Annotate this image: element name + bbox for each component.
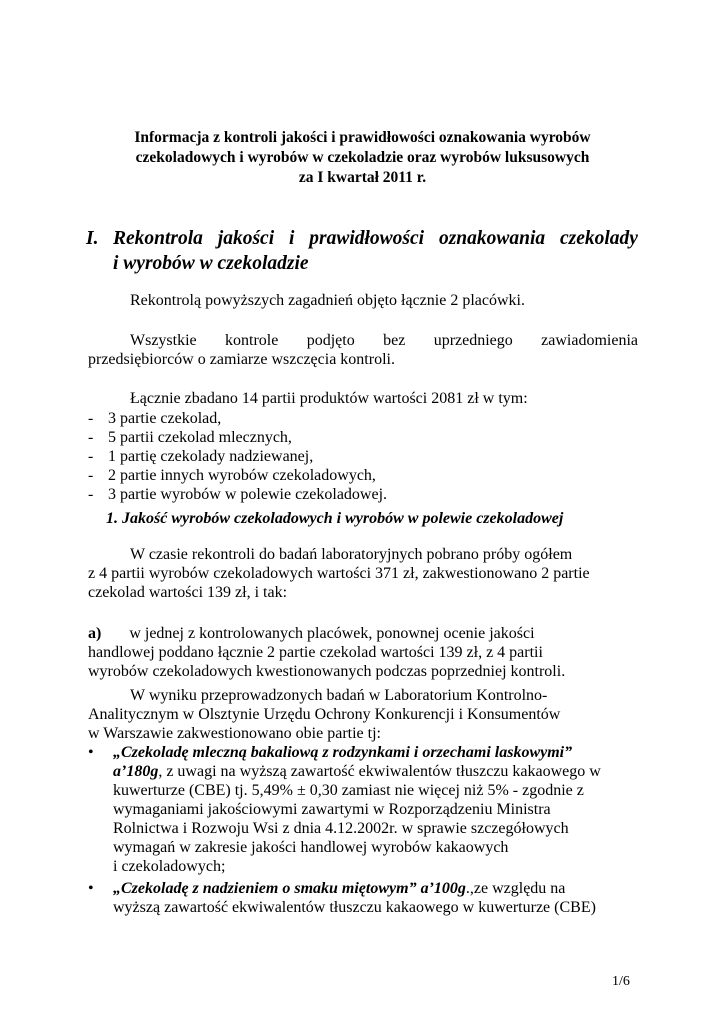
list-item: - 3 partie czekolad, bbox=[88, 410, 222, 427]
list-item: - 5 partii czekolad mlecznych, bbox=[88, 429, 292, 446]
item-label-a: a) bbox=[88, 625, 102, 642]
page-number: 1/6 bbox=[612, 974, 630, 989]
list-item: - 3 partie wyrobów w polewie czekoladowej. bbox=[88, 486, 388, 503]
paragraph-2: Wszystkie kontrole podjęto bez uprzedniego zawiadomienia przedsiębiorców o zamiarze wszczęcia kontroli. bbox=[88, 332, 638, 368]
paragraph-1: Rekontrolą powyższych zagadnień objęto łącznie 2 placówki. bbox=[130, 292, 525, 309]
title-line-2: czekoladowych i wyrobów w czekoladzie oraz wyrobów luksusowych bbox=[135, 149, 590, 166]
bullet-icon: • bbox=[88, 744, 94, 761]
bullet-item-2: • „Czekoladę z nadzieniem o smaku miętowym” a’100g.,ze względu na wyższą zawartość ekwiwalentów tłuszczu kakaowego w kuwerturze (CBE) bbox=[88, 880, 596, 916]
list-item: - 1 partię czekolady nadziewanej, bbox=[88, 448, 314, 465]
paragraph-5: a) w jednej z kontrolowanych placówek, ponownej ocenie jakości handlowej poddano łącznie 2 partie czekolad wartości 139 zł, z 4 partii wyrobów czekoladowych kwestionowanych podczas poprzedniej kontroli. bbox=[88, 625, 566, 680]
document-title bbox=[90, 128, 635, 188]
bullet-icon: • bbox=[88, 880, 94, 897]
subsection-heading: 1. Jakość wyrobów czekoladowych i wyrobów w polewie czekoladowej bbox=[106, 510, 564, 527]
paragraph-6: W wyniku przeprowadzonych badań w Laboratorium Kontrolno- Analitycznym w Olsztynie Urzędu Ochrony Konkurencji i Konsumentów w Warszawie zakwestionowano obie partie tj: bbox=[88, 687, 561, 742]
product-list bbox=[88, 409, 387, 504]
paragraph-4: W czasie rekontroli do badań laboratoryjnych pobrano próby ogółem z 4 partii wyrobów czekoladowych wartości 371 zł, zakwestionowano 2 partie czekolad wartości 139 zł, i tak: bbox=[88, 546, 590, 601]
section-title-row-1: Rekontrola jakości i prawidłowości oznakowania czekolady bbox=[113, 228, 638, 249]
title-line-1: Informacja z kontroli jakości i prawidłowości oznakowania wyrobów bbox=[134, 129, 591, 146]
section-number: I. bbox=[86, 228, 99, 249]
paragraph-3: Łącznie zbadano 14 partii produktów wartości 2081 zł w tym: bbox=[130, 390, 528, 407]
section-title-row-2: i wyrobów w czekoladzie bbox=[113, 253, 309, 274]
section-heading bbox=[86, 226, 646, 276]
title-line-3: za I kwartał 2011 r. bbox=[298, 169, 427, 186]
bullet-item-1: • „Czekoladę mleczną bakaliową z rodzynkami i orzechami laskowymi” a’180g, z uwagi na wyższą zawartość ekwiwalentów tłuszczu kakaowego w kuwerturze (CBE) tj. 5,49% ± 0,30 zamiast nie więcej niż 5% - zgodnie z wymaganiami jakościowymi zawartymi w Rozporządzeniu Ministra Rolnictwa i Rozwoju Wsi z dnia 4.12.2002r. w sprawie szczegółowych wymagań w zakresie jakości handlowej wyrobów kakaowych i czekoladowych; bbox=[88, 744, 601, 875]
list-item: - 2 partie innych wyrobów czekoladowych, bbox=[88, 467, 376, 484]
